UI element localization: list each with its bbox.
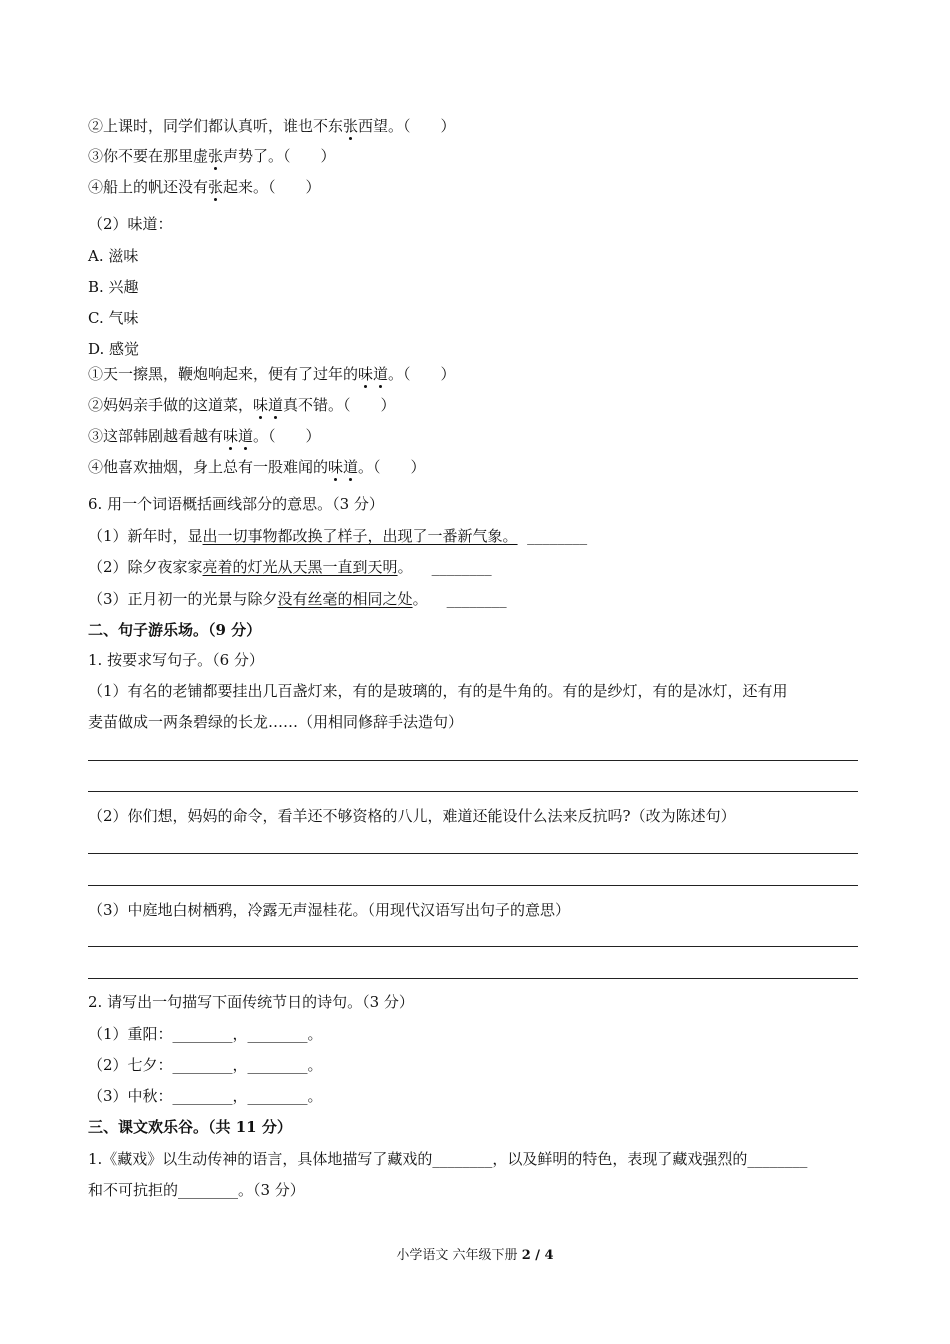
weidao-label: （2）味道： (88, 215, 173, 233)
dotted-char: 味 (253, 396, 269, 414)
answer-line (88, 885, 858, 886)
dotted-char: 道 (268, 396, 284, 414)
s2-q1-heading: 1. 按要求写句子。（6 分） (88, 651, 264, 669)
dotted-char: 道 (238, 427, 254, 445)
s2-q2-item-1: （1）重阳：________，________。 (88, 1025, 323, 1043)
weidao-item-3: ③这部韩剧越看越有味道。（ ） (88, 427, 321, 445)
answer-line (88, 946, 858, 947)
answer-line (88, 760, 858, 761)
s2-q1-item3: （3）中庭地白树栖鸦，冷露无声湿桂花。（用现代汉语写出句子的意思） (88, 901, 571, 919)
dotted-char: 张 (208, 178, 224, 196)
weidao-item-1: ①天一擦黑，鞭炮响起来，便有了过年的味道。（ ） (88, 365, 456, 383)
dotted-word (328, 458, 358, 476)
dotted-char: 张 (343, 117, 359, 135)
weidao-item-4: ④他喜欢抽烟，身上总有一股难闻的味道。（ ） (88, 458, 426, 476)
answer-blank: ________ (431, 558, 492, 576)
dotted-char: 味 (358, 365, 374, 383)
option-a: A. 滋味 (88, 247, 139, 265)
dotted-word (223, 427, 253, 445)
option-d: D. 感觉 (88, 340, 140, 358)
answer-blank: ________ (527, 527, 588, 545)
section-3-heading: 三、课文欢乐谷。（共 11 分） (88, 1118, 292, 1136)
section-2-heading: 二、句子游乐场。（9 分） (88, 621, 262, 639)
page-footer (0, 1247, 950, 1265)
zhang-item-4: ④船上的帆还没有张起来。（ ） (88, 178, 321, 196)
s2-q1-item1-line1: （1）有名的老铺都要挂出几百盏灯来，有的是玻璃的，有的是牛角的。有的是纱灯，有的是冰灯，还有用 (88, 682, 788, 700)
option-b: B. 兴趣 (88, 278, 139, 296)
footer-subject: 小学语文 六年级下册 (396, 1248, 518, 1263)
dotted-char: 道 (343, 458, 359, 476)
dotted-word (253, 396, 283, 414)
underlined-phrase: 亮着的灯光从天黑一直到天明 (202, 558, 398, 576)
page-number: 2 / 4 (521, 1248, 554, 1263)
dotted-char: 味 (328, 458, 344, 476)
q6-item-3: （3）正月初一的光景与除夕没有丝毫的相同之处。 ________ (88, 590, 507, 608)
zhang-item-3: ③你不要在那里虚张声势了。（ ） (88, 147, 336, 165)
q6-heading: 6. 用一个词语概括画线部分的意思。（3 分） (88, 495, 384, 513)
answer-line (88, 978, 858, 979)
s3-q1-line1: 1.《藏戏》以生动传神的语言，具体地描写了藏戏的________，以及鲜明的特色，表现了藏戏强烈的________ (88, 1150, 808, 1168)
dotted-char: 味 (223, 427, 239, 445)
underlined-phrase: 没有丝毫的相同之处 (277, 590, 413, 608)
dotted-char: 张 (208, 147, 224, 165)
zhang-item-2: ②上课时，同学们都认真听，谁也不东张西望。（ ） (88, 117, 456, 135)
option-c: C. 气味 (88, 309, 139, 327)
dotted-word (358, 365, 388, 383)
s2-q1-item1-line2: 麦苗做成一两条碧绿的长龙……（用相同修辞手法造句） (88, 713, 464, 731)
answer-line (88, 791, 858, 792)
s2-q1-item2: （2）你们想，妈妈的命令，看羊还不够资格的八儿，难道还能设什么法来反抗吗?（改为陈述句） (88, 807, 736, 825)
weidao-item-2: ②妈妈亲手做的这道菜，味道真不错。（ ） (88, 396, 396, 414)
s3-q1-line2: 和不可抗拒的________。（3 分） (88, 1181, 305, 1199)
q6-item-1: （1）新年时，显出一切事物都改换了样子，出现了一番新气象。 ________ (88, 527, 588, 545)
s2-q2-item-3: （3）中秋：________，________。 (88, 1087, 323, 1105)
answer-blank: ________ (446, 590, 507, 608)
q6-item-2: （2）除夕夜家家亮着的灯光从天黑一直到天明。 ________ (88, 558, 492, 576)
s2-q2-item-2: （2）七夕：________，________。 (88, 1056, 323, 1074)
s2-q2-heading: 2. 请写出一句描写下面传统节日的诗句。（3 分） (88, 993, 414, 1011)
underlined-phrase: 出一切事物都改换了样子，出现了一番新气象。 (202, 527, 518, 545)
dotted-char: 道 (373, 365, 389, 383)
answer-line (88, 853, 858, 854)
